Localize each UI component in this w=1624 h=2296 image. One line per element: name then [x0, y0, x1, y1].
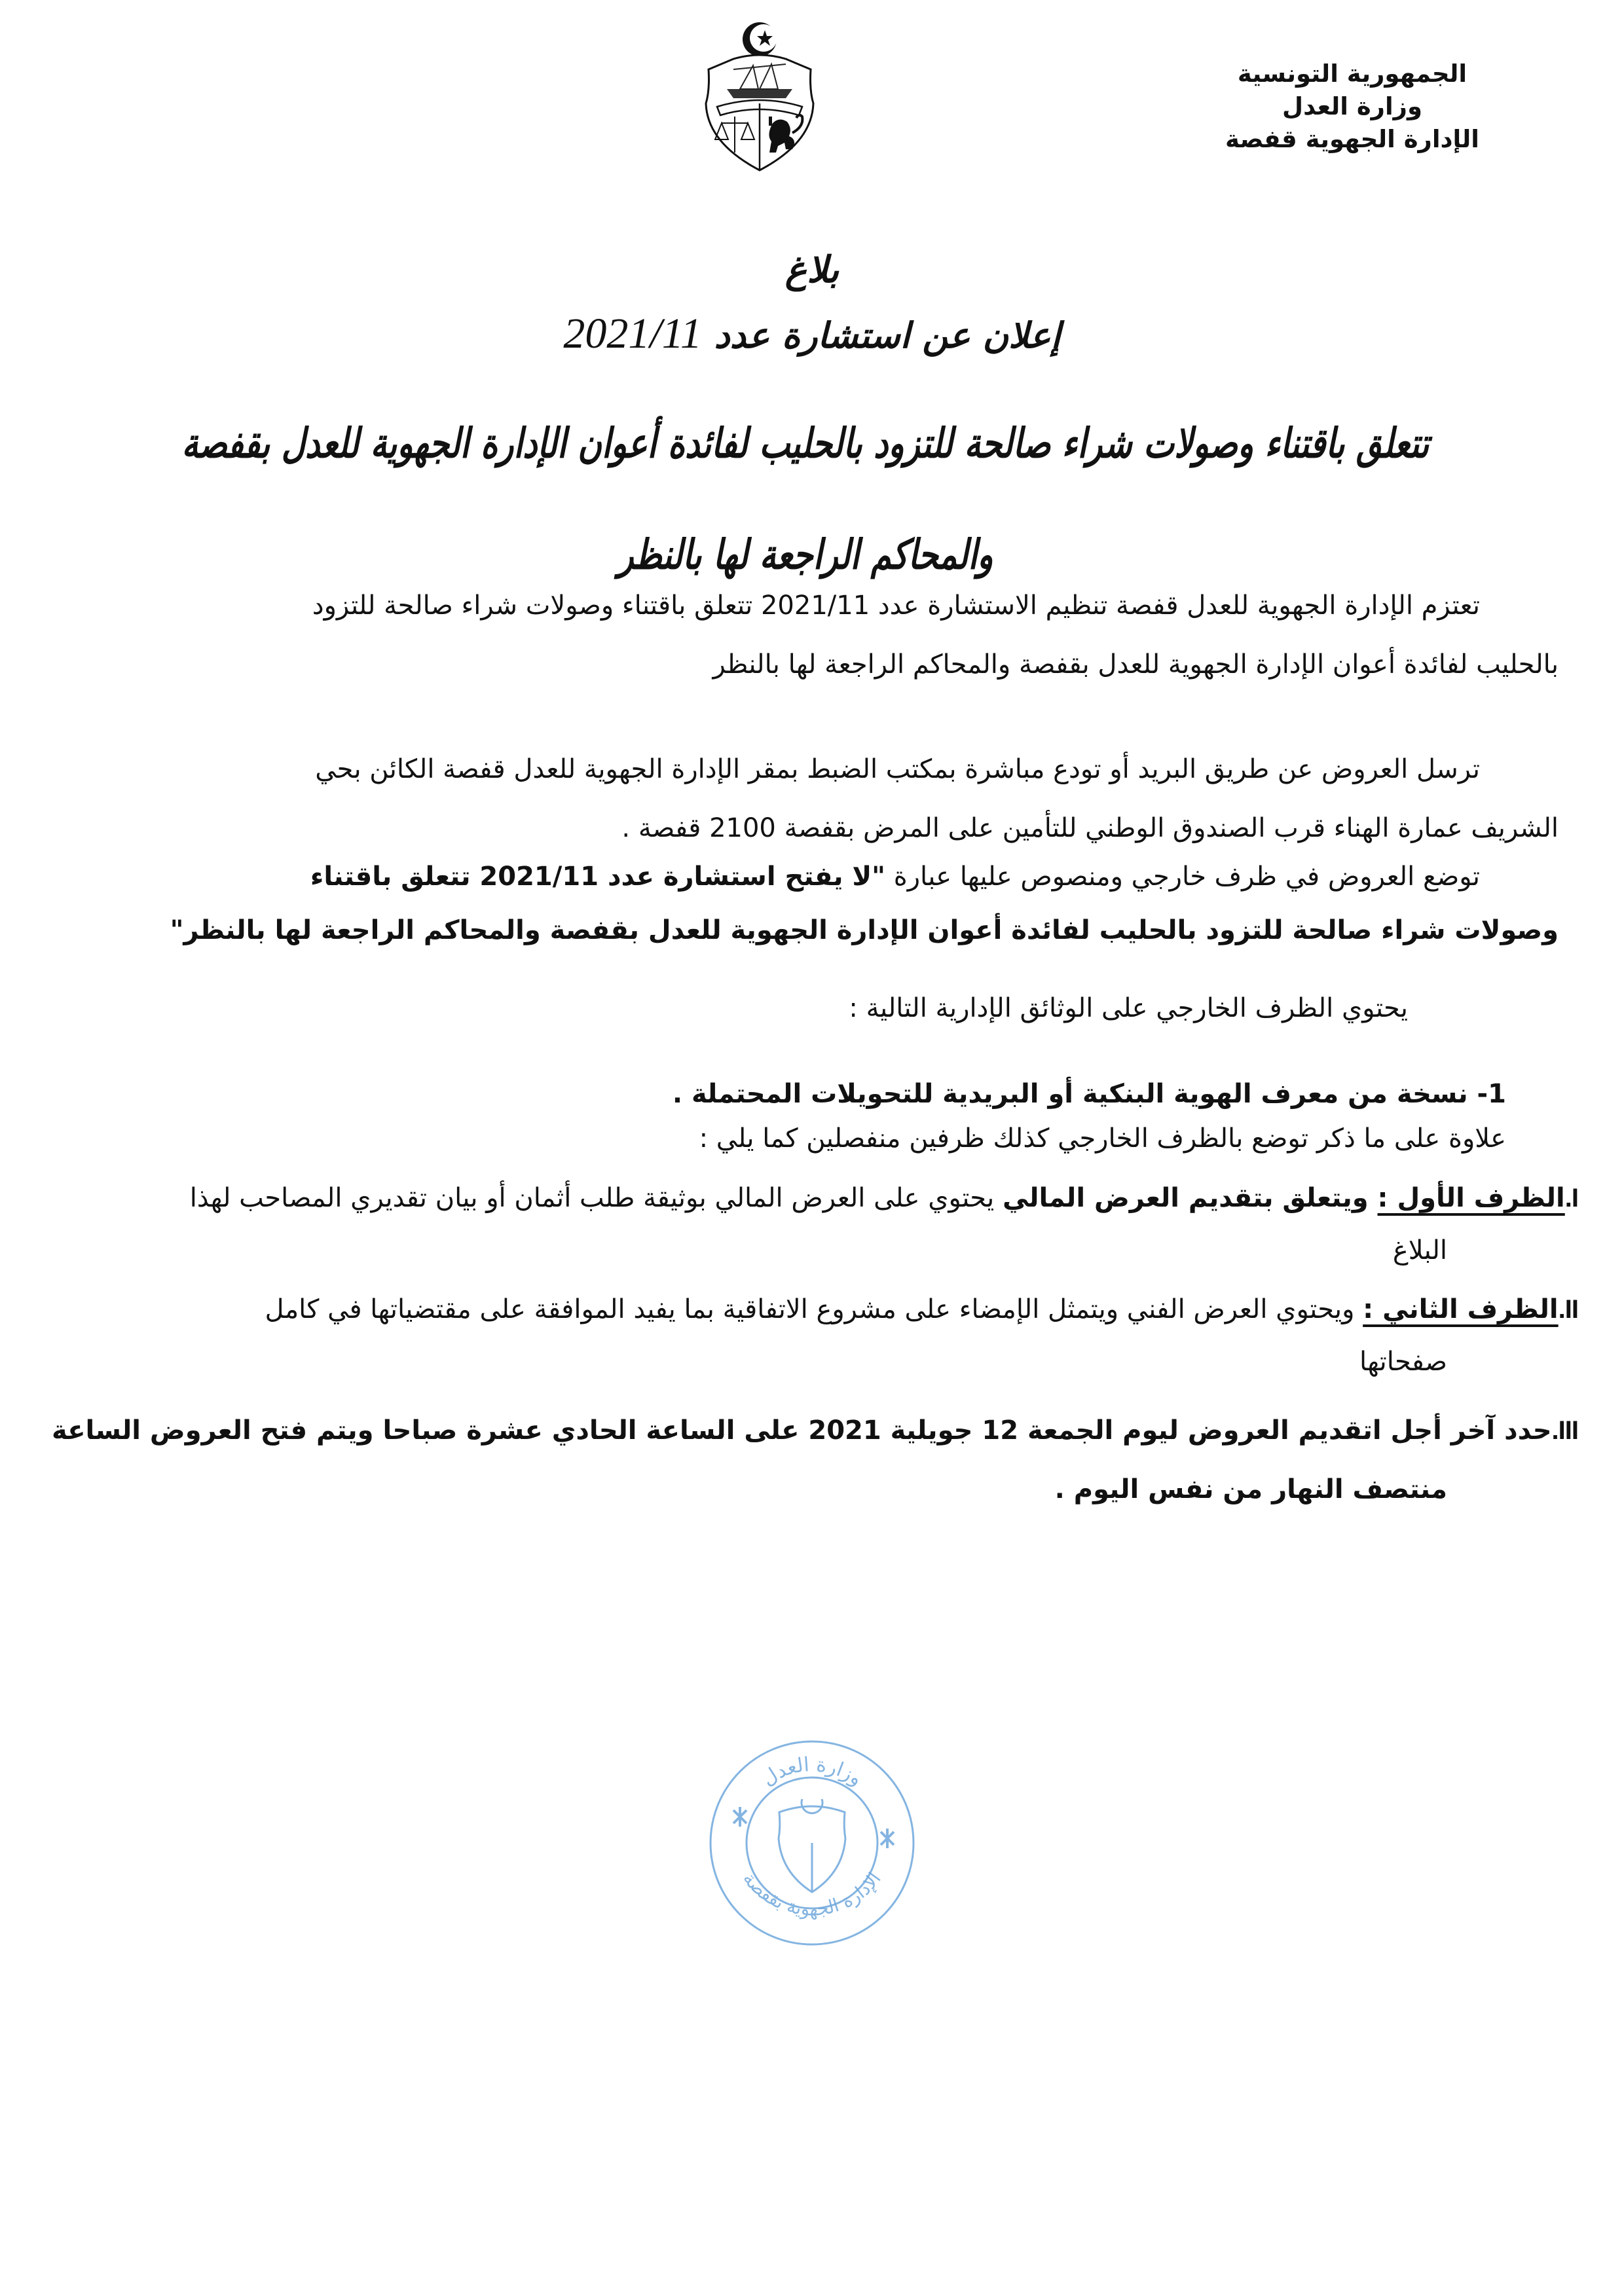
envelope-item-2-text: ويحتوي العرض الفني ويتمثل الإمضاء على مشروع الاتفاقية بما يفيد الموافقة على مقتضياتها في كامل — [265, 1294, 1363, 1324]
envelope-quote-part-1: "لا يفتح استشارة عدد 2021/11 تتعلق باقتناء — [310, 862, 886, 892]
paragraph-intro-line-1: تعتزم الإدارة الجهوية للعدل قفصة تنظيم الاستشارة عدد 2021/11 تتعلق باقتناء وصولات شراء صالحة للتزود — [312, 591, 1480, 621]
deadline-item-numeral: III. — [1551, 1416, 1578, 1445]
paragraph-documents-intro: يحتوي الظرف الخارجي على الوثائق الإدارية التالية : — [849, 993, 1408, 1023]
envelope-instruction-text: توضع العروض في ظرف خارجي ومنصوص عليها عبارة — [885, 862, 1480, 892]
envelope-item-2 — [59, 1283, 1578, 1388]
envelope-item-1 — [59, 1172, 1578, 1277]
envelope-item-2-line-1 — [59, 1283, 1578, 1336]
stamp-asterisk-right — [881, 1829, 894, 1848]
consultation-heading-text: إعلان عن استشارة عدد — [714, 314, 1061, 356]
paragraph-submission-line-1: ترسل العروض عن طريق البريد أو تودع مباشرة بمكتب الضبط بمقر الإدارة الجهوية للعدل قفصة الكائن بحي — [315, 754, 1480, 784]
required-document-item-1: 1- نسخة من معرف الهوية البنكية أو البريدية للتحويلات المحتملة . — [672, 1079, 1506, 1109]
document-title: بلاغ — [784, 248, 840, 291]
envelope-item-1-bold-text: ويتعلق بتقديم العرض المالي — [1002, 1183, 1378, 1213]
ministry-header — [1215, 58, 1490, 156]
envelope-item-2-numeral: II. — [1558, 1295, 1578, 1324]
envelope-item-1-label: الظرف الأول : — [1377, 1183, 1565, 1213]
header-ministry: وزارة العدل — [1282, 92, 1422, 120]
crescent-star-icon — [743, 22, 777, 56]
consultation-heading — [0, 308, 1624, 361]
paragraph-envelope-label — [59, 850, 1559, 957]
tunisia-coat-of-arms-logo — [694, 18, 825, 175]
envelope-quote-part-2: وصولات شراء صالحة للتزود بالحليب لفائدة أعوان الإدارة الجهوية للعدل بقفصة والمحاكم الراجعة لها بالنظر" — [170, 915, 1559, 945]
envelope-item-2-label: الظرف الثاني : — [1363, 1294, 1559, 1324]
envelope-item-1-numeral: I. — [1564, 1184, 1578, 1212]
paragraph-intro — [59, 576, 1559, 694]
deadline-item-line-1 — [51, 1401, 1578, 1460]
subject-line-1: تتعلق باقتناء وصولات شراء صالحة للتزود بالحليب لفائدة أعوان الإدارة الجهوية للعدل بقفصة — [181, 419, 1430, 467]
paragraph-submission — [59, 740, 1559, 858]
deadline-item-line-2: منتصف النهار من نفس اليوم . — [1054, 1474, 1447, 1504]
official-stamp — [704, 1735, 920, 1951]
envelope-item-1-text: يحتوي على العرض المالي بوثيقة طلب أثمان أو بيان تقديري المصاحب لهذا — [189, 1183, 1003, 1213]
consultation-number: 2021/11 — [563, 310, 702, 357]
envelope-item-1-line-2: البلاغ — [1392, 1235, 1447, 1266]
paragraph-intro-line-2: بالحليب لفائدة أعوان الإدارة الجهوية للعدل بقفصة والمحاكم الراجعة لها بالنظر — [712, 649, 1559, 680]
deadline-item — [51, 1401, 1578, 1519]
header-regional-directorate: الإدارة الجهوية قفصة — [1225, 125, 1479, 153]
header-republic: الجمهورية التونسية — [1237, 60, 1467, 88]
stamp-bottom-text: الإدارة الجهوية بقفصة — [739, 1868, 885, 1920]
stamp-top-text: وزارة العدل — [758, 1753, 867, 1791]
paragraph-envelope-line-1 — [59, 850, 1559, 903]
envelope-item-2-line-2: صفحاتها — [1359, 1347, 1447, 1377]
deadline-item-text: حدد آخر أجل اتقديم العروض ليوم الجمعة 12 جويلية 2021 على الساعة الحادي عشرة صباحا ويتم فتح العروض الساعة — [51, 1415, 1552, 1446]
envelope-item-1-line-1 — [59, 1172, 1578, 1224]
envelopes-intro: علاوة على ما ذكر توضع بالظرف الخارجي كذلك ظرفين منفصلين كما يلي : — [699, 1123, 1506, 1154]
stamp-asterisk-left — [733, 1807, 747, 1827]
subject-line-2: والمحاكم الراجعة لها بالنظر — [618, 530, 993, 579]
paragraph-submission-line-2: الشريف عمارة الهناء قرب الصندوق الوطني للتأمين على المرض بقفصة 2100 قفصة . — [621, 813, 1559, 843]
